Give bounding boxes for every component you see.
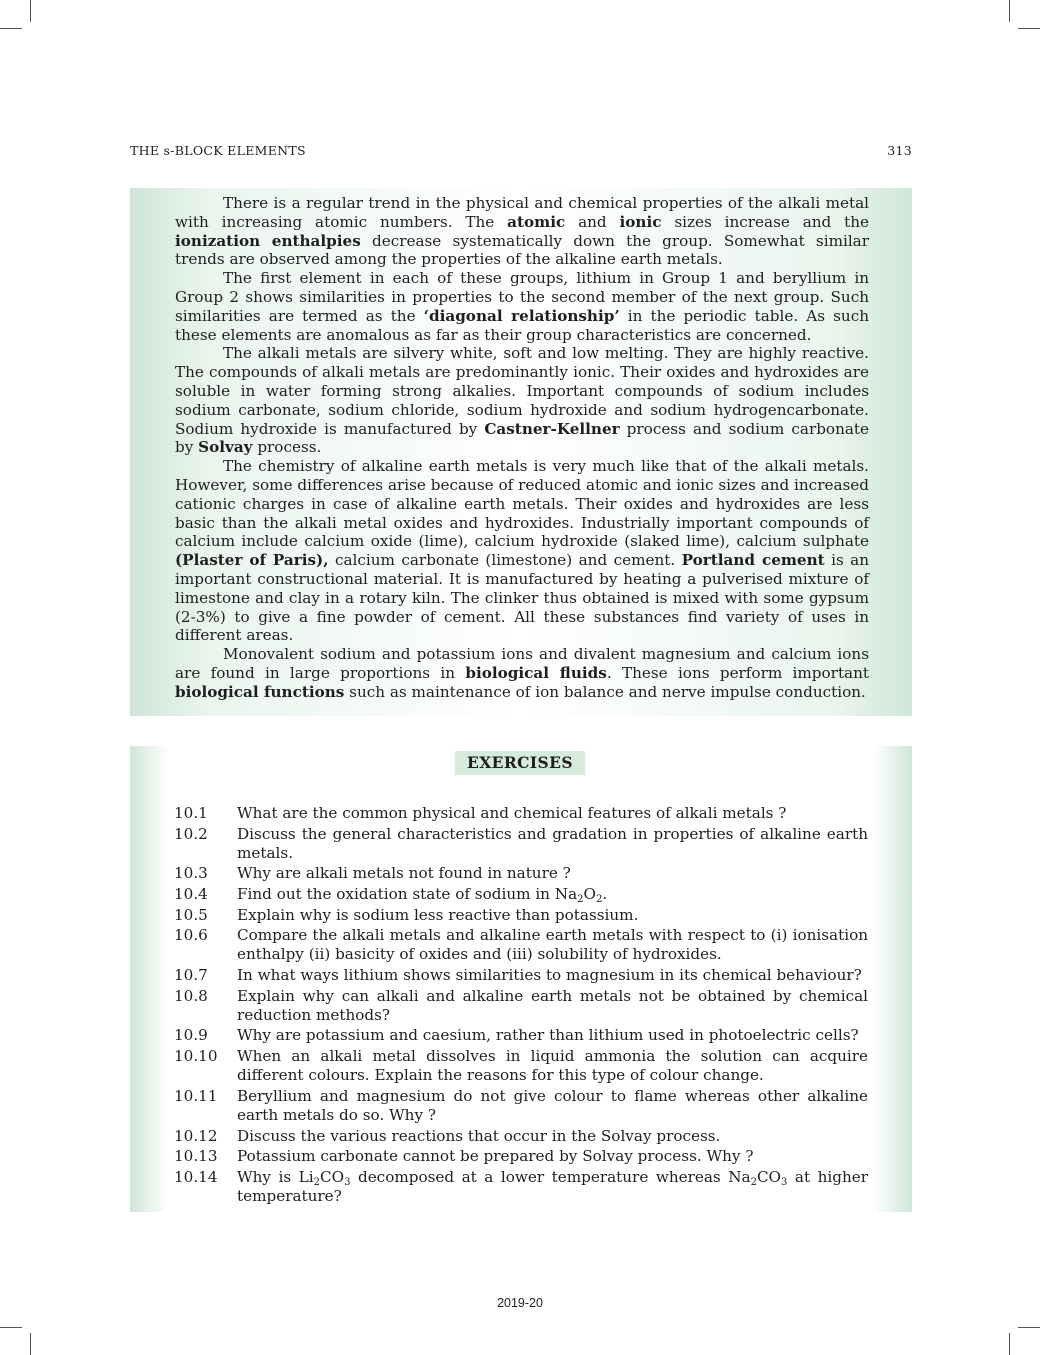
exercise-item: [174, 1026, 868, 1045]
exercise-item: [174, 864, 868, 883]
text-run: Discuss the general characteristics and gradation in properties of alkaline earth metals.: [237, 824, 868, 862]
exercise-number: 10.6: [174, 926, 208, 945]
exercise-item: [174, 1127, 868, 1146]
text-run: There is a regular trend in the physical and chemical properties of the alkali metal with increasing atomic numbers. The: [175, 194, 869, 231]
exercise-text: [237, 1147, 868, 1166]
exercise-text: [237, 1087, 868, 1125]
running-header: THE s-BLOCK ELEMENTS: [130, 143, 306, 158]
text-run: Potassium carbonate cannot be prepared by Solvay process. Why ?: [237, 1147, 754, 1166]
exercises-title: EXERCISES: [455, 751, 585, 775]
exercise-number: 10.1: [174, 804, 208, 822]
crop-mark: [0, 1327, 22, 1328]
text-run: What are the common physical and chemical features of alkali metals ?: [237, 804, 787, 822]
subscript: 2: [313, 1176, 320, 1188]
exercise-number: 10.12: [174, 1126, 218, 1145]
exercise-item: [174, 966, 868, 985]
text-run: sizes increase and the: [661, 212, 870, 231]
text-run: process.: [252, 438, 322, 457]
bold-term: biological functions: [175, 682, 345, 701]
subscript: 2: [595, 893, 603, 905]
text-run: Beryllium and magnesium do not give colour to flame whereas other alkaline earth metals do so. Why ?: [237, 1086, 868, 1124]
page-number: 313: [887, 143, 912, 158]
subscript: 3: [344, 1176, 351, 1188]
text-run: Explain why can alkali and alkaline earth metals not be obtained by chemical reduction methods?: [237, 986, 868, 1024]
text-run: Compare the alkali metals and alkaline earth metals with respect to (i) ionisation enthalpy (ii) basicity of oxides and (iii) solubility of hydroxides.: [237, 926, 868, 964]
exercise-text: [237, 1026, 868, 1045]
text-run: Discuss the various reactions that occur in the Solvay process.: [237, 1126, 721, 1145]
text-run: The chemistry of alkaline earth metals is very much like that of the alkali metals. However, some differences arise because of reduced atomic and ionic sizes and increased cationic charges in case of alkaline earth metals. Their oxides and hydroxides are less basic than the alkali metal oxides and hydroxides. Industrially important compounds of calcium include calcium oxide (lime), calcium hydroxide (slaked lime), calcium sulphate: [175, 457, 869, 551]
text-run: at higher temperature?: [237, 1167, 868, 1205]
exercise-number: 10.14: [174, 1167, 218, 1186]
text-run: decomposed at a lower temperature whereas Na: [350, 1167, 751, 1186]
summary-paragraph: [175, 344, 869, 457]
exercise-item: [174, 885, 868, 904]
crop-mark: [1018, 28, 1040, 29]
summary-paragraph: [175, 194, 869, 269]
text-run: is an important constructional material. It is manufactured by heating a pulverised mixture of limestone and clay in a rotary kiln. The clinker thus obtained is mixed with some gypsum (2-3%) to give a fine powder of cement. All these substances find variety of uses in different areas.: [175, 551, 870, 645]
exercise-item: [174, 1168, 868, 1206]
exercise-text: [237, 1127, 868, 1146]
text-run: CO: [756, 1167, 782, 1186]
exercise-item: [174, 1087, 868, 1125]
bold-term: atomic: [507, 212, 566, 231]
exercise-number: 10.13: [174, 1147, 218, 1166]
exercise-text: [237, 825, 868, 863]
text-run: decrease systematically down the group. Somewhat similar trends are observed among the properties of the alkaline earth metals.: [175, 231, 869, 269]
exercise-item: [174, 825, 868, 863]
exercise-text: [237, 864, 868, 883]
footer-year: 2019-20: [497, 1296, 543, 1310]
exercises-box: [130, 746, 912, 1212]
text-run: Why are alkali metals not found in nature ?: [237, 864, 571, 883]
bold-term: biological fluids: [465, 663, 607, 682]
exercise-item: [174, 804, 868, 823]
exercise-text: [237, 987, 868, 1025]
exercise-text: [237, 906, 868, 925]
text-run: When an alkali metal dissolves in liquid ammonia the solution can acquire different colours. Explain the reasons for this type of colour change.: [237, 1046, 868, 1085]
crop-mark: [1009, 0, 1010, 22]
summary-paragraph: [175, 269, 869, 344]
text-run: calcium carbonate (limestone) and cement.: [328, 551, 682, 570]
subscript: 3: [781, 1176, 788, 1188]
text-run: The alkali metals are silvery white, soft and low melting. They are highly reactive. The compounds of alkali metals are predominantly ionic. Their oxides and hydroxides are soluble in water forming strong alkalies. Important compounds of sodium includes sodium carbonate, sodium chloride, sodium hydroxide and sodium hydrogencarbonate. Sodium hydroxide is manufactured by: [175, 344, 869, 438]
exercise-list: [174, 804, 868, 1208]
exercise-number: 10.7: [174, 965, 208, 984]
bold-term: (Plaster of Paris),: [175, 551, 329, 570]
text-run: process and sodium carbonate by: [175, 419, 869, 457]
text-run: Why are potassium and caesium, rather than lithium used in photoelectric cells?: [237, 1026, 859, 1045]
exercise-text: [237, 1047, 868, 1085]
text-run: O: [583, 884, 596, 903]
bold-term: ionization enthalpies: [175, 231, 361, 250]
bold-term: ‘diagonal relationship’: [423, 306, 620, 325]
subscript: 2: [577, 893, 584, 905]
exercise-number: 10.8: [174, 986, 208, 1005]
crop-mark: [30, 1333, 31, 1355]
exercise-number: 10.4: [174, 884, 208, 903]
crop-mark: [1018, 1327, 1040, 1328]
text-run: and: [565, 212, 620, 231]
exercise-number: 10.11: [174, 1086, 218, 1105]
exercise-item: [174, 926, 868, 964]
text-run: such as maintenance of ion balance and nerve impulse conduction.: [344, 682, 866, 701]
text-run: The first element in each of these groups, lithium in Group 1 and beryllium in Group 2 shows similarities in properties to the second member of the next group. Such similarities are termed as the: [175, 269, 869, 325]
bold-term: Solvay: [198, 438, 253, 457]
exercise-number: 10.10: [174, 1046, 218, 1065]
exercise-text: [237, 966, 868, 985]
exercise-item: [174, 1047, 868, 1085]
bold-term: Castner-Kellner: [484, 419, 620, 438]
exercise-text: [237, 804, 868, 823]
text-run: In what ways lithium shows similarities to magnesium in its chemical behaviour?: [237, 965, 862, 984]
exercise-text: [237, 926, 868, 964]
text-run: Why is Li: [237, 1167, 314, 1186]
text-run: .: [602, 884, 608, 903]
exercise-number: 10.2: [174, 824, 208, 843]
summary-paragraph: [175, 645, 869, 701]
crop-mark: [0, 28, 22, 29]
exercise-text: [237, 1168, 868, 1206]
text-run: CO: [320, 1167, 345, 1186]
bold-term: Portland cement: [681, 551, 825, 570]
text-run: Monovalent sodium and potassium ions and divalent magnesium and calcium ions are found in large proportions in: [175, 645, 869, 682]
text-run: Find out the oxidation state of sodium in Na: [237, 884, 578, 903]
exercise-item: [174, 1147, 868, 1166]
text-run: in the periodic table. As such these elements are anomalous as far as their group characteristics are concerned.: [175, 306, 869, 344]
bold-term: ionic: [619, 212, 662, 231]
exercise-text: [237, 885, 868, 904]
exercise-item: [174, 987, 868, 1025]
summary-paragraph: [175, 457, 869, 645]
subscript: 2: [750, 1176, 757, 1188]
exercise-number: 10.9: [174, 1026, 208, 1045]
text-run: . These ions perform important: [606, 663, 869, 682]
summary-box: [130, 188, 912, 716]
exercise-number: 10.5: [174, 905, 208, 924]
exercise-number: 10.3: [174, 864, 208, 883]
text-run: Explain why is sodium less reactive than potassium.: [237, 905, 639, 924]
exercise-item: [174, 906, 868, 925]
crop-mark: [1009, 1333, 1010, 1355]
crop-mark: [30, 0, 31, 22]
